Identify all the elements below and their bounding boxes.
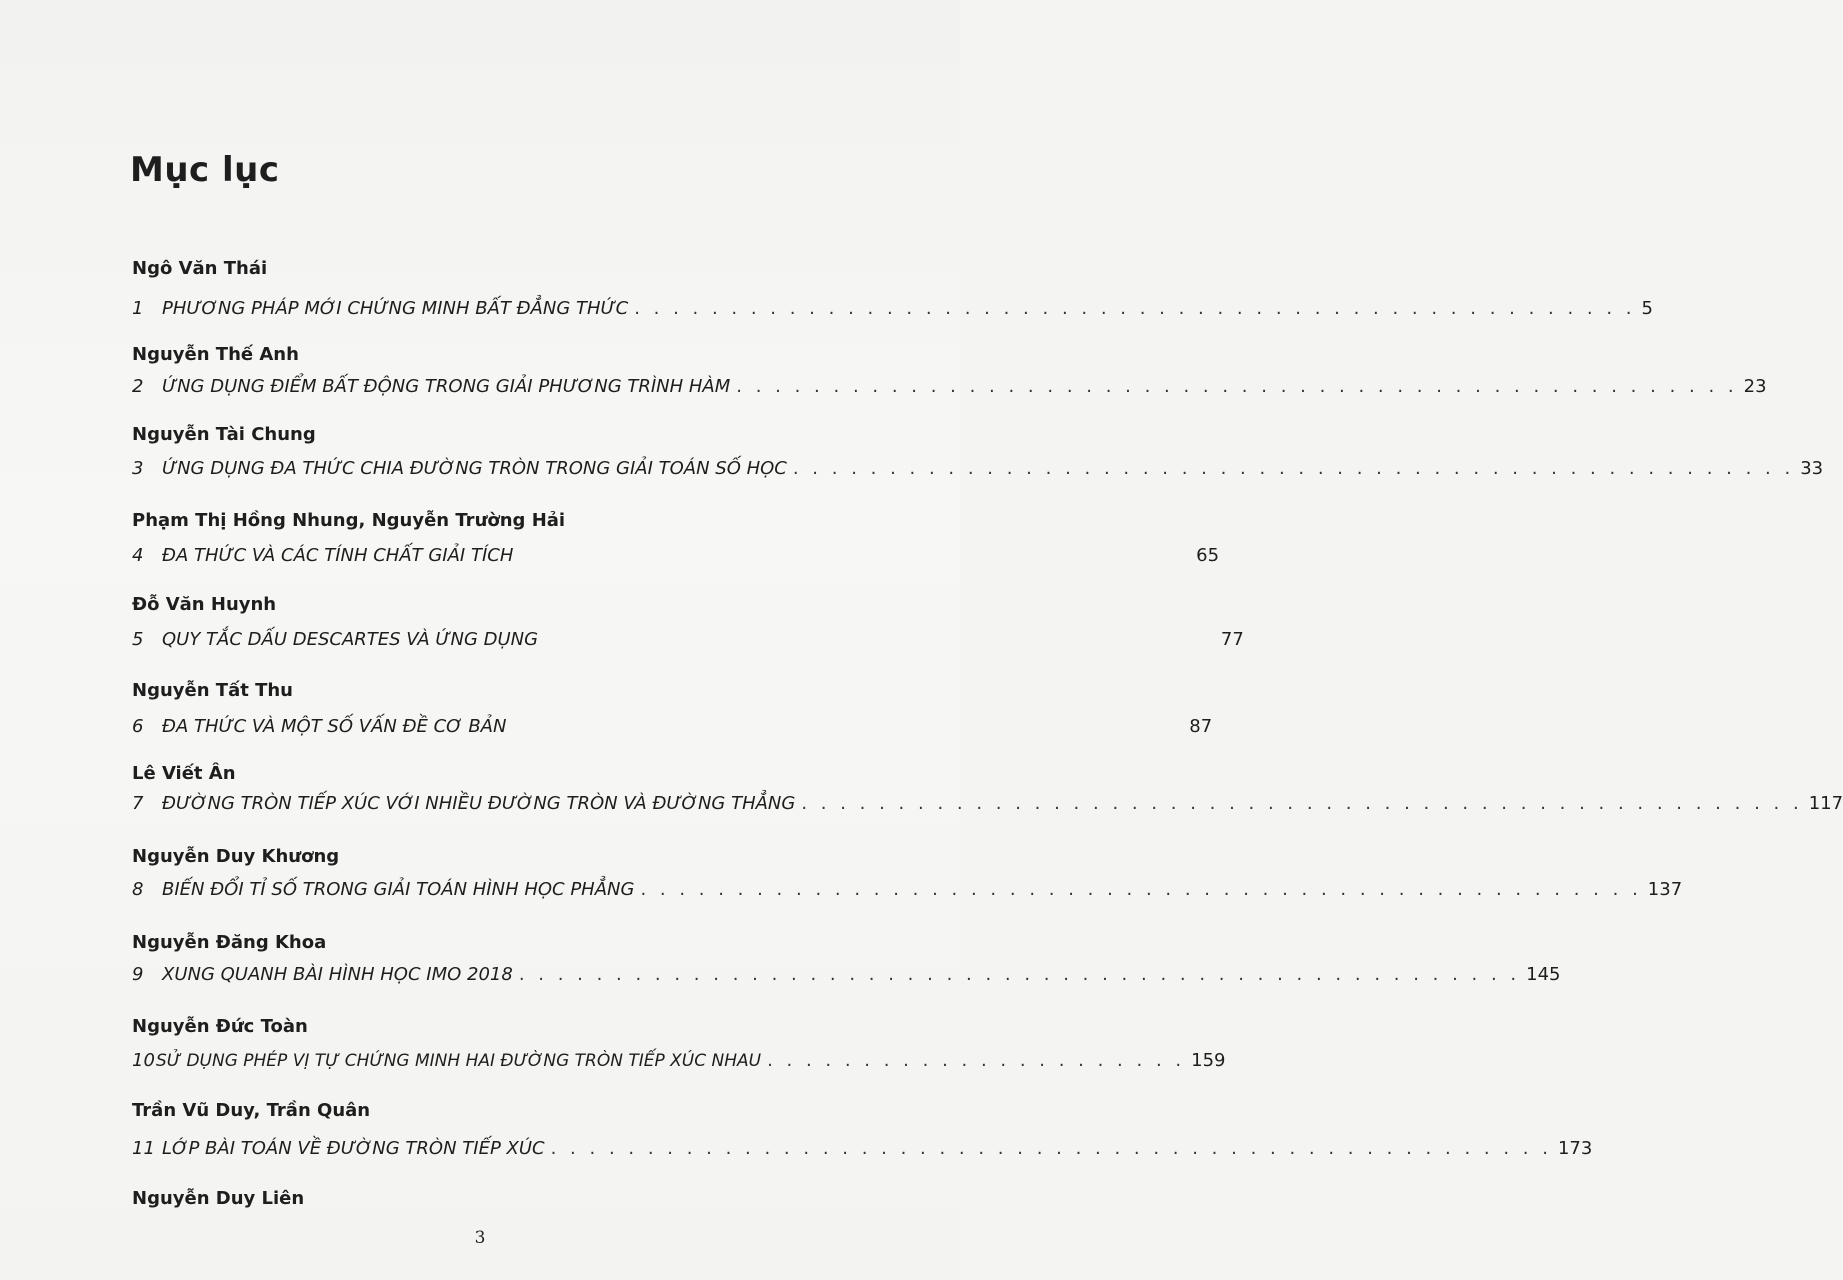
toc-entry[interactable] <box>132 1138 1593 1159</box>
toc-leader-dots: . . . . . . . . . . . . . . . . . . . . . . . . . . . . . . . . . . . . . . . . . . . . . . . . . . . . <box>801 793 1803 814</box>
toc-entry-title: ĐƯỜNG TRÒN TIẾP XÚC VỚI NHIỀU ĐƯỜNG TRÒN VÀ ĐƯỜNG THẲNG <box>162 793 796 814</box>
page-title: Mục lục <box>130 150 280 190</box>
toc-leader-dots: . . . . . . . . . . . . . . . . . . . . . . <box>767 1050 1186 1071</box>
toc-entry[interactable] <box>132 458 1824 479</box>
toc-entry-page: 159 <box>1191 1050 1226 1071</box>
toc-entry-title: LỚP BÀI TOÁN VỀ ĐƯỜNG TRÒN TIẾP XÚC <box>162 1138 545 1159</box>
toc-entry-title: XUNG QUANH BÀI HÌNH HỌC IMO 2018 <box>162 964 513 985</box>
toc-leader-dots: . . . . . . . . . . . . . . . . . . . . . . . . . . . . . . . . . . . . . . . . . . . . . . . . . . . . <box>518 964 1521 985</box>
toc-entry-page: 137 <box>1647 879 1683 900</box>
toc-entry-title: ĐA THỨC VÀ CÁC TÍNH CHẤT GIẢI TÍCH <box>162 545 514 566</box>
toc-entry[interactable] <box>132 879 1683 900</box>
toc-entry-title: PHƯƠNG PHÁP MỚI CHỨNG MINH BẤT ĐẲNG THỨC <box>162 298 629 319</box>
toc-entry-title: SỬ DỤNG PHÉP VỊ TỰ CHỨNG MINH HAI ĐƯỜNG TRÒN TIẾP XÚC NHAU <box>156 1051 762 1071</box>
toc-leader-dots: . . . . . . . . . . . . . . . . . . . . . . . . . . . . . . . . . . . . . . . . . . . . . . . . . . . . <box>550 1138 1552 1159</box>
toc-author: Trần Vũ Duy, Trần Quân <box>132 1100 371 1121</box>
toc-entry-page: 117 <box>1808 793 1843 814</box>
toc-entry-number: 4 <box>132 545 144 566</box>
toc-entry-number: 3 <box>132 458 144 479</box>
toc-entry-title: ỨNG DỤNG ĐIỂM BẤT ĐỘNG TRONG GIẢI PHƯƠNG TRÌNH HÀM <box>162 376 731 397</box>
toc-entry-number: 5 <box>132 629 144 650</box>
toc-entry-page: 77 <box>1220 629 1244 650</box>
toc-author: Nguyễn Tài Chung <box>132 424 316 445</box>
toc-entry-page: 87 <box>1189 716 1213 737</box>
toc-entry-title: ỨNG DỤNG ĐA THỨC CHIA ĐƯỜNG TRÒN TRONG GIẢI TOÁN SỐ HỌC <box>162 458 787 479</box>
toc-entry-page: 23 <box>1743 376 1767 397</box>
toc-leader-dots: . . . . . . . . . . . . . . . . . . . . . . . . . . . . . . . . . . . . . . . . . . . . . . . . . . . . <box>634 298 1636 319</box>
toc-author: Nguyễn Duy Liên <box>132 1188 305 1209</box>
toc-entry-title: BIẾN ĐỔI TỈ SỐ TRONG GIẢI TOÁN HÌNH HỌC PHẲNG <box>162 879 635 900</box>
toc-entry-page: 145 <box>1526 964 1561 985</box>
toc-entry-number: 10 <box>132 1050 155 1071</box>
toc-entry[interactable] <box>132 629 1244 650</box>
toc-entry-page: 173 <box>1557 1138 1593 1159</box>
toc-author: Nguyễn Thế Anh <box>132 344 299 365</box>
toc-entry-number: 7 <box>132 793 144 814</box>
toc-entry-number: 9 <box>132 964 144 985</box>
toc-entry[interactable] <box>132 964 1561 985</box>
toc-entry-number: 11 <box>132 1138 155 1159</box>
toc-entry[interactable] <box>132 716 1213 737</box>
toc-author: Lê Viết Ân <box>132 763 236 784</box>
toc-entry-number: 1 <box>132 298 144 319</box>
toc-entry[interactable] <box>132 1050 1226 1071</box>
toc-entry-number: 8 <box>132 879 144 900</box>
toc-entry[interactable] <box>132 376 1767 397</box>
toc-entry-number: 6 <box>132 716 144 737</box>
toc-leader-dots <box>544 629 1215 650</box>
toc-entry[interactable] <box>132 545 1220 566</box>
toc-entry-number: 2 <box>132 376 144 397</box>
toc-leader-dots: . . . . . . . . . . . . . . . . . . . . . . . . . . . . . . . . . . . . . . . . . . . . . . . . . . . . <box>736 376 1738 397</box>
toc-author: Phạm Thị Hồng Nhung, Nguyễn Trường Hải <box>132 510 566 531</box>
toc-entry[interactable] <box>132 298 1653 319</box>
toc-leader-dots: . . . . . . . . . . . . . . . . . . . . . . . . . . . . . . . . . . . . . . . . . . . . . . . . . . . . <box>792 458 1795 479</box>
toc-entry-page: 5 <box>1641 298 1653 319</box>
toc-author: Đỗ Văn Huynh <box>132 594 277 615</box>
toc-leader-dots <box>512 716 1183 737</box>
toc-author: Nguyễn Đăng Khoa <box>132 932 327 953</box>
toc-entry-page: 33 <box>1800 458 1824 479</box>
toc-author: Nguyễn Tất Thu <box>132 680 293 701</box>
toc-leader-dots: . . . . . . . . . . . . . . . . . . . . . . . . . . . . . . . . . . . . . . . . . . . . . . . . . . . . <box>640 879 1642 900</box>
toc-entry-title: ĐA THỨC VÀ MỘT SỐ VẤN ĐỀ CƠ BẢN <box>162 716 507 737</box>
toc-author: Ngô Văn Thái <box>132 258 268 279</box>
toc-entry[interactable] <box>132 793 1843 814</box>
page-number: 3 <box>474 1228 486 1248</box>
toc-entry-page: 65 <box>1196 545 1220 566</box>
toc-entry-title: QUY TẮC DẤU DESCARTES VÀ ỨNG DỤNG <box>162 629 539 650</box>
toc-author: Nguyễn Đức Toàn <box>132 1016 308 1037</box>
toc-author: Nguyễn Duy Khương <box>132 846 340 867</box>
toc-leader-dots <box>519 545 1190 566</box>
